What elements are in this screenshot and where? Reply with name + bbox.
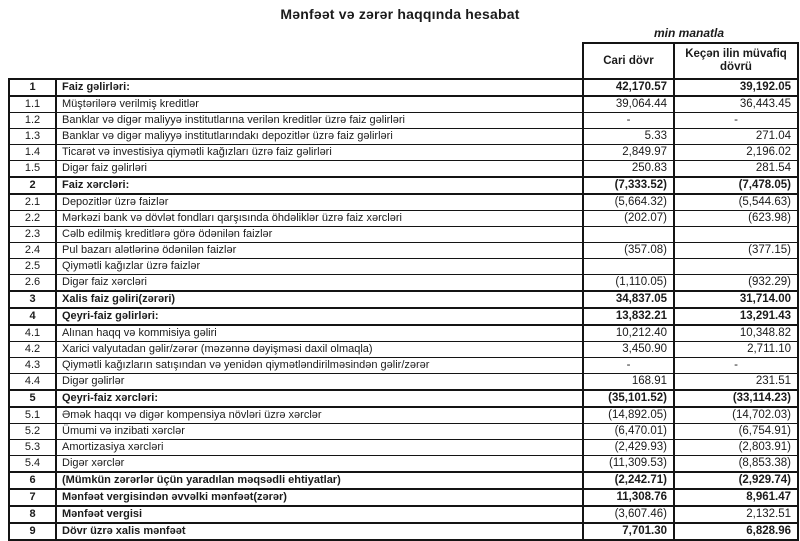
table-row [9,390,798,407]
row-label: Digər gəlirlər [56,374,583,391]
row-value-current: (6,470.01) [583,424,674,440]
row-value-current: (202.07) [583,211,674,227]
table-row [9,374,798,391]
row-value-current: (11,309.53) [583,456,674,473]
row-value-previous: (5,544.63) [674,194,798,211]
header-spacer-number [9,43,56,79]
row-label: Əmək haqqı və digər kompensiya növləri üzrə xərclər [56,407,583,424]
row-label: Qeyri-faiz gəlirləri: [56,308,583,325]
table-row [9,194,798,211]
row-label: Ticarət və investisiya qiymətli kağızları üzrə faiz gəlirləri [56,145,583,161]
table-row [9,358,798,374]
row-value-previous [674,259,798,275]
row-number: 2 [9,177,56,194]
row-value-previous: (33,114.23) [674,390,798,407]
table-row [9,145,798,161]
row-label: Müştərilərə verilmiş kreditlər [56,96,583,113]
row-number: 1.4 [9,145,56,161]
row-value-previous: 39,192.05 [674,79,798,96]
row-value-previous: (6,754.91) [674,424,798,440]
table-row [9,259,798,275]
row-value-current: (7,333.52) [583,177,674,194]
table-row [9,342,798,358]
row-value-previous: 231.51 [674,374,798,391]
row-label: Faiz gəlirləri: [56,79,583,96]
row-label: (Mümkün zərərlər üçün yaradılan məqsədli ehtiyatlar) [56,472,583,489]
row-value-previous: 13,291.43 [674,308,798,325]
table-row [9,243,798,259]
row-value-current: (14,892.05) [583,407,674,424]
row-number: 2.6 [9,275,56,292]
row-label: Pul bazarı alətlərinə ödənilən faizlər [56,243,583,259]
row-value-previous: (8,853.38) [674,456,798,473]
row-label: Dövr üzrə xalis mənfəət [56,523,583,540]
column-header-previous: Keçən ilin müvafiq dövrü [674,43,798,79]
table-row [9,161,798,178]
table-body [9,79,798,540]
row-label: Ümumi və inzibati xərclər [56,424,583,440]
row-value-previous: (14,702.03) [674,407,798,424]
row-value-previous: (2,929.74) [674,472,798,489]
table-header [9,43,798,79]
row-value-previous: 271.04 [674,129,798,145]
row-number: 4 [9,308,56,325]
table-row [9,113,798,129]
table-row [9,440,798,456]
row-value-previous [674,227,798,243]
row-label: Mərkəzi bank və dövlət fondları qarşısında öhdəliklər üzrə faiz xərcləri [56,211,583,227]
row-number: 4.2 [9,342,56,358]
row-label: Xarici valyutadan gəlir/zərər (məzənnə dəyişməsi daxil olmaqla) [56,342,583,358]
row-number: 1.5 [9,161,56,178]
table-row [9,489,798,506]
row-number: 5 [9,390,56,407]
row-number: 5.1 [9,407,56,424]
row-number: 4.1 [9,325,56,342]
row-label: Faiz xərcləri: [56,177,583,194]
table-row [9,275,798,292]
row-value-current: 39,064.44 [583,96,674,113]
table-row [9,291,798,308]
table-row [9,211,798,227]
row-value-current: (2,429.93) [583,440,674,456]
row-value-previous: 6,828.96 [674,523,798,540]
row-value-current: 10,212.40 [583,325,674,342]
row-value-current: - [583,358,674,374]
table-row [9,325,798,342]
row-value-previous: (7,478.05) [674,177,798,194]
row-label: Digər xərclər [56,456,583,473]
row-value-current [583,227,674,243]
row-number: 5.4 [9,456,56,473]
row-value-previous: 31,714.00 [674,291,798,308]
table-row [9,407,798,424]
row-value-current: (1,110.05) [583,275,674,292]
row-label: Digər faiz xərcləri [56,275,583,292]
row-value-current: (3,607.46) [583,506,674,523]
row-number: 2.3 [9,227,56,243]
row-label: Alınan haqq və kommisiya gəliri [56,325,583,342]
row-value-previous: (2,803.91) [674,440,798,456]
row-number: 9 [9,523,56,540]
row-number: 1 [9,79,56,96]
row-label: Digər faiz gəlirləri [56,161,583,178]
table-row [9,129,798,145]
row-label: Qiymətli kağızlar üzrə faizlər [56,259,583,275]
row-label: Qeyri-faiz xərcləri: [56,390,583,407]
table-row [9,96,798,113]
row-value-previous: 281.54 [674,161,798,178]
row-value-current: 7,701.30 [583,523,674,540]
row-label: Mənfəət vergisi [56,506,583,523]
table-row [9,523,798,540]
row-label: Qiymətli kağızların satışından və yenidən qiymətləndirilməsindən gəlir/zərər [56,358,583,374]
row-value-previous: 8,961.47 [674,489,798,506]
row-value-current: (2,242.71) [583,472,674,489]
row-value-current: 250.83 [583,161,674,178]
row-label: Banklar və digər maliyyə institutlarındakı depozitlər üzrə faiz gəlirləri [56,129,583,145]
unit-note: min manatla [653,26,725,40]
income-statement-table [8,42,799,541]
row-label: Amortizasiya xərcləri [56,440,583,456]
column-header-current: Cari dövr [583,43,674,79]
row-value-previous: 2,196.02 [674,145,798,161]
row-number: 1.2 [9,113,56,129]
page-title: Mənfəət və zərər haqqında hesabat [280,6,520,22]
row-value-previous: (377.15) [674,243,798,259]
header-spacer-label [56,43,583,79]
row-value-current: 34,837.05 [583,291,674,308]
row-value-previous: - [674,113,798,129]
row-number: 4.4 [9,374,56,391]
row-value-previous: - [674,358,798,374]
row-value-current: 5.33 [583,129,674,145]
row-value-previous: (623.98) [674,211,798,227]
row-value-current [583,259,674,275]
row-number: 2.5 [9,259,56,275]
row-value-current: (357.08) [583,243,674,259]
row-number: 1.3 [9,129,56,145]
row-value-previous: 10,348.82 [674,325,798,342]
row-value-previous: 2,711.10 [674,342,798,358]
row-number: 2.2 [9,211,56,227]
table-row [9,177,798,194]
row-number: 7 [9,489,56,506]
row-value-current: (5,664.32) [583,194,674,211]
row-label: Banklar və digər maliyyə institutlarına verilən kreditlər üzrə faiz gəlirləri [56,113,583,129]
row-number: 1.1 [9,96,56,113]
row-value-current: 2,849.97 [583,145,674,161]
header-row [9,43,798,79]
table-row [9,456,798,473]
row-value-current: 168.91 [583,374,674,391]
row-value-previous: 36,443.45 [674,96,798,113]
row-value-current: 3,450.90 [583,342,674,358]
row-number: 5.3 [9,440,56,456]
table-row [9,506,798,523]
row-label: Mənfəət vergisindən əvvəlki mənfəət(zərər) [56,489,583,506]
row-value-current: - [583,113,674,129]
row-label: Depozitlər üzrə faizlər [56,194,583,211]
row-number: 3 [9,291,56,308]
row-number: 6 [9,472,56,489]
table-row [9,472,798,489]
row-label: Cəlb edilmiş kreditlərə görə ödənilən faizlər [56,227,583,243]
row-value-current: 13,832.21 [583,308,674,325]
row-value-current: 42,170.57 [583,79,674,96]
row-number: 5.2 [9,424,56,440]
table-row [9,227,798,243]
row-number: 2.4 [9,243,56,259]
table-row [9,308,798,325]
row-number: 8 [9,506,56,523]
row-value-previous: (932.29) [674,275,798,292]
row-label: Xalis faiz gəliri(zərəri) [56,291,583,308]
row-value-current: (35,101.52) [583,390,674,407]
row-number: 4.3 [9,358,56,374]
table-row [9,424,798,440]
row-value-previous: 2,132.51 [674,506,798,523]
row-value-current: 11,308.76 [583,489,674,506]
table-row [9,79,798,96]
row-number: 2.1 [9,194,56,211]
